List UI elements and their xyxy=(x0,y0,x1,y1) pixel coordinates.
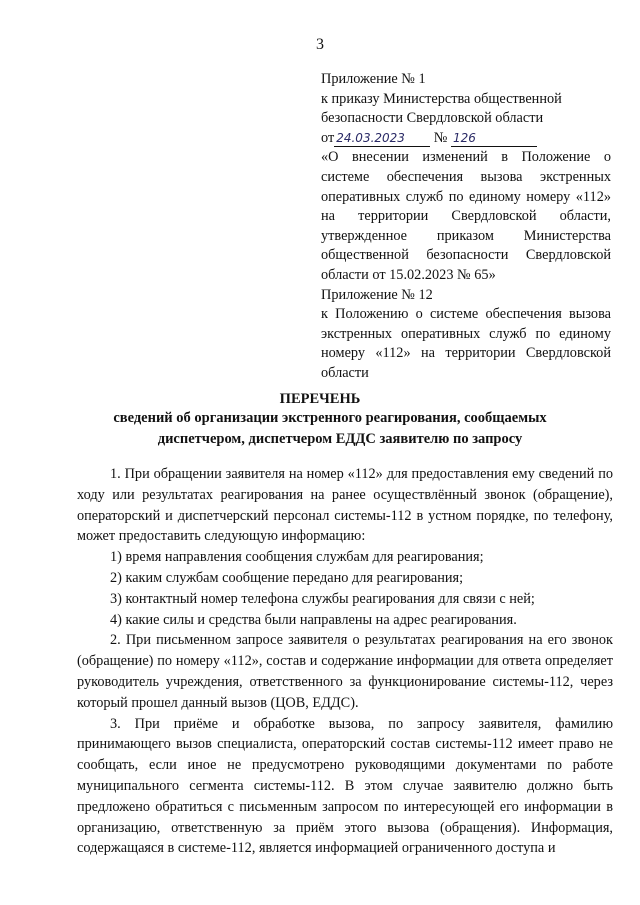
list-item: 2) каким службам сообщение передано для реагирования; xyxy=(110,569,464,586)
appendix-block xyxy=(321,70,611,384)
list-item: 1) время направления сообщения службам для реагирования; xyxy=(110,549,484,566)
appendix-order-ref xyxy=(321,90,611,129)
number-label: № xyxy=(433,129,448,146)
list-item: 4) какие силы и средства были направлены на адрес реагирования. xyxy=(110,611,517,628)
appendix-order-ref-line2: безопасности Свердловской области xyxy=(321,110,544,127)
sub-appendix-text: к Положению о системе обеспечения вызова экстренных оперативных служб по единому номеру «112» на территории Свердловской области xyxy=(321,306,611,381)
document-body xyxy=(77,464,613,859)
appendix-amendment-text: «О внесении изменений в Положение о системе обеспечения вызова экстренных оперативных служб по единому номеру «112» на территории Свердловской области, утвержденное приказом Министерства общественной безопасности Свердловской области от 15.02.2023 № 65» xyxy=(321,149,611,283)
handwritten-order-number: 126 xyxy=(453,130,476,145)
page-number: 3 xyxy=(316,36,324,53)
paragraph-1: 1. При обращении заявителя на номер «112» для предоставления ему сведений по ходу или результатах реагирования на ранее осуществлённый звонок (обращение), операторский и диспетчерский персонал системы-112 в устном порядке, по телефону, может предоставить следующую информацию: xyxy=(77,466,613,545)
handwritten-date: 24.03.2023 xyxy=(336,130,405,145)
appendix-order-ref-line1: к приказу Министерства общественной xyxy=(321,90,562,107)
appendix-title: Приложение № 1 xyxy=(321,71,426,87)
heading-subtitle-line1: сведений об организации экстренного реагирования, сообщаемых xyxy=(113,410,547,426)
list-item: 3) контактный номер телефона службы реагирования для связи с ней; xyxy=(110,590,535,607)
paragraph-3: 3. При приёме и обработке вызова, по запросу заявителя, фамилию принимающего вызов специалиста, операторский состав системы-112 имеет право не сообщать, если иное не предусмотрено руководящими документами по работе муниципального сегмента системы-112. В этом случае заявителю должно быть предложено обратиться с письменным запросом по интересующей его информации в организацию, ответственную за приём этого вызова (обращения). Информация, содержащаяся в системе-112, является информацией ограниченного доступа и xyxy=(77,715,613,857)
appendix-date-number-line xyxy=(321,129,611,149)
paragraph-2: 2. При письменном запросе заявителя о результатах реагирования на его звонок (обращение) по номеру «112», состав и содержание информации для ответа определяет руководитель учреждения, ответственного за функционирование системы-112, через который прошел данный вызов (ЦОВ, ЕДДС). xyxy=(77,632,613,711)
heading-title: ПЕРЕЧЕНЬ xyxy=(279,391,361,407)
heading-subtitle-line2: диспетчером, диспетчером ЕДДС заявителю по запросу xyxy=(157,431,523,447)
sub-appendix-title: Приложение № 12 xyxy=(321,286,433,303)
from-label: от xyxy=(321,129,335,146)
